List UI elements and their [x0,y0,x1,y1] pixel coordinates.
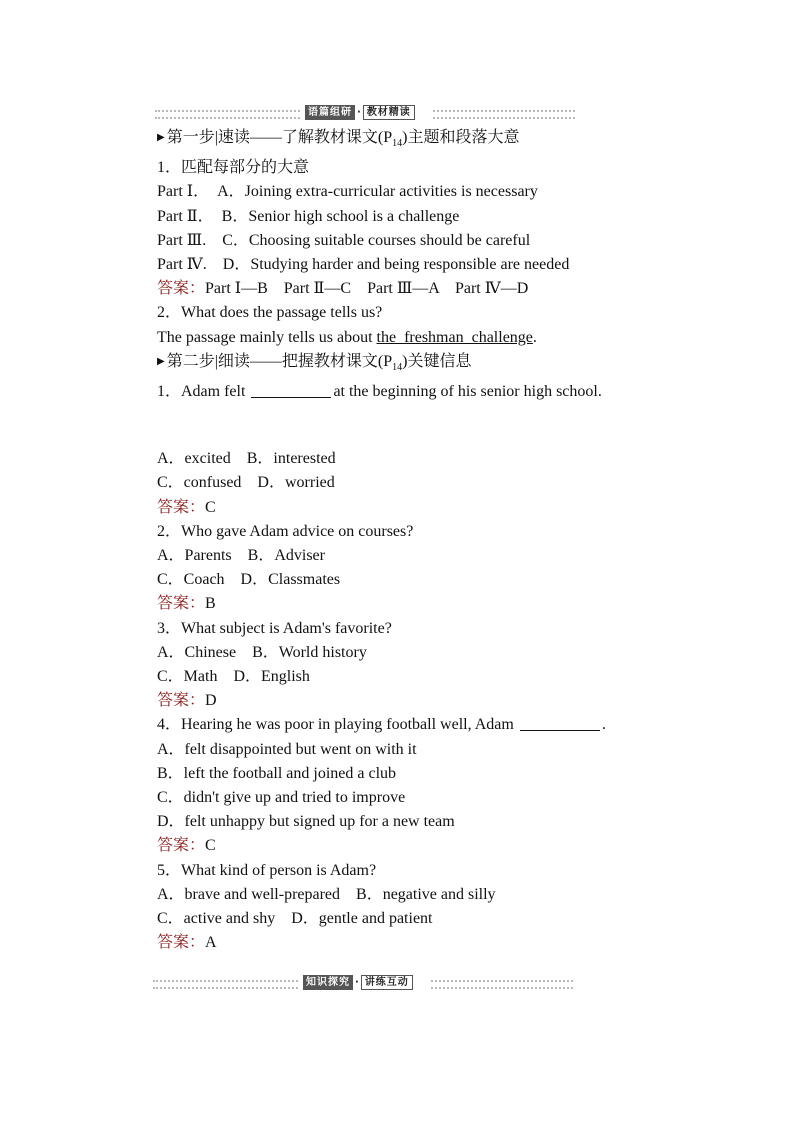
banner-rule-left [153,980,298,989]
q2-answer-text: The passage mainly tells us about the_freshman_challenge. [157,328,537,346]
part-line: Part Ⅰ． A．Joining extra-curricular activities is necessary [157,183,538,201]
step2-heading: ▶ 第二步|细读——把握教材课文$(P_{14})$关键信息 [157,352,472,373]
banner-tag-left: 语篇组研 [305,105,355,120]
question-answer: 答案：C [157,837,216,855]
triangle-bullet-icon: ▶ [157,355,165,367]
question-stem: 5．What kind of person is Adam? [157,861,377,879]
q2-heading: 2．What does the passage tells us? [157,304,383,322]
option-line: C．didn't give up and tried to improve [157,789,406,807]
question-answer: 答案：A [157,934,217,952]
banner-tag-left: 知识探究 [303,975,353,990]
section-banner-bottom [153,970,573,996]
banner-label: 语篇组研 · 教材精读 [305,104,415,120]
question-stem: 1．Adam felt at the beginning of his senior high school. [157,383,602,400]
part-line: Part Ⅲ. C．Choosing suitable courses should be careful [157,231,531,249]
question-stem: 3．What subject is Adam's favorite? [157,619,392,637]
banner-rule-right [433,110,575,119]
option-line: A．Parents B．Adviser [157,547,325,565]
banner-tag-right: 教材精读 [363,105,415,120]
part-line: Part Ⅱ． B．Senior high school is a challenge [157,207,460,225]
question-answer: 答案：B [157,595,216,613]
option-line: A．felt disappointed but went on with it [157,740,417,758]
option-line: C．active and shy D．gentle and patient [157,910,433,928]
option-line: C．Coach D．Classmates [157,571,341,589]
option-line: A．excited B．interested [157,450,336,468]
question-stem: 4．Hearing he was poor in playing football well, Adam . [157,716,606,734]
option-line: D．felt unhappy but signed up for a new team [157,813,455,831]
banner-label: 知识探究 · 讲练互动 [303,974,413,990]
banner-tag-right: 讲练互动 [361,975,413,990]
question-stem: 2．Who gave Adam advice on courses? [157,522,414,540]
option-line: C．Math D．English [157,668,310,686]
option-line: B．left the football and joined a club [157,764,397,782]
option-line: A．Chinese B．World history [157,643,367,661]
document-page [157,100,677,955]
option-line: C．confused D．worried [157,474,335,492]
question-answer: 答案：C [157,498,216,516]
answer-blank [520,716,600,731]
banner-rule-left [155,110,300,119]
section-banner-top [155,100,575,126]
step1-heading: ▶ 第一步|速读——了解教材课文$(P_{14})$主题和段落大意 [157,129,520,150]
question-answer: 答案：D [157,692,217,710]
banner-rule-right [431,980,573,989]
triangle-bullet-icon: ▶ [157,132,165,143]
match-heading: 1．匹配每部分的大意 [157,159,310,177]
answer-blank [251,383,331,398]
option-line: A．brave and well-prepared B．negative and silly [157,885,496,903]
part-line: Part Ⅳ. D．Studying harder and being responsible are needed [157,256,570,273]
match-answer: 答案：Part Ⅰ—B Part Ⅱ—C Part Ⅲ—A Part Ⅳ—D [157,280,529,298]
